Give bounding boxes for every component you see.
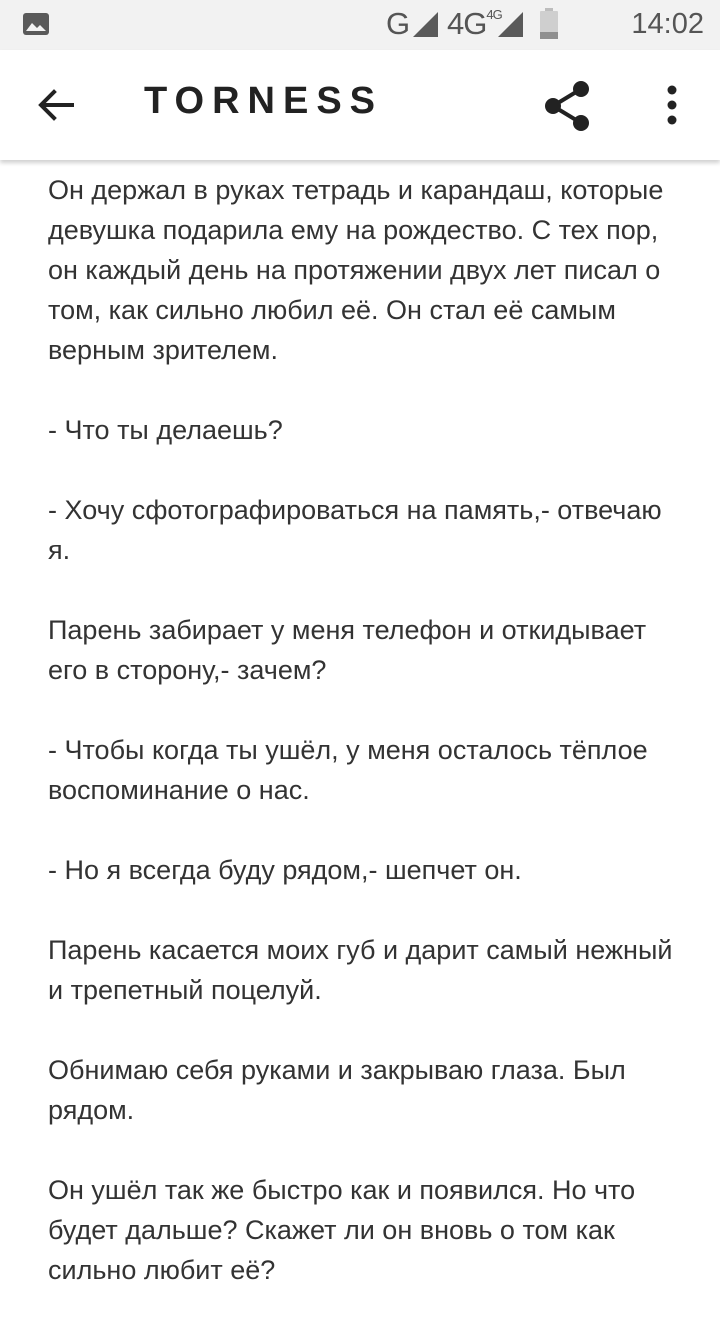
status-time: 14:02 <box>631 8 704 40</box>
more-vert-icon[interactable] <box>658 84 686 128</box>
network-4g-label <box>447 6 502 42</box>
story-paragraph: - Что ты делаешь? <box>48 415 283 445</box>
story-paragraph: Парень касается моих губ и дарит самый нежный и трепетный поцелуй. <box>48 935 673 1005</box>
signal-icon-2 <box>496 10 524 38</box>
arrow-back-icon[interactable] <box>36 85 76 125</box>
story-paragraph: Он держал в руках тетрадь и карандаш, которые девушка подарила ему на рождество. С тех пор, он каждый день на протяжении двух лет писал о том, как сильно любил её. Он стал её самым верным зрителем. <box>48 175 664 365</box>
story-paragraph: Парень забирает у меня телефон и откидывает его в сторону,- зачем? <box>48 615 647 685</box>
story-paragraph: Обнимаю себя руками и закрываю глаза. Был рядом. <box>48 1055 626 1125</box>
page-title: TORNESS <box>144 80 384 122</box>
signal-icon <box>411 10 439 38</box>
network-4g-text: 4G <box>447 6 487 41</box>
story-content <box>48 170 688 1330</box>
battery-icon <box>539 8 559 40</box>
gallery-icon <box>22 12 50 36</box>
story-paragraph: - Хочу сфотографироваться на память,- отвечаю я. <box>48 495 662 565</box>
network-4g-sup: 4G <box>486 6 502 22</box>
app-bar <box>0 50 720 160</box>
share-icon[interactable] <box>541 80 593 132</box>
network-g-label: G <box>386 6 410 41</box>
story-paragraph: Он ушёл так же быстро как и появился. Но что будет дальше? Скажет ли он вновь о том как сильно любит её? <box>48 1175 636 1285</box>
story-paragraph: - Чтобы когда ты ушёл, у меня осталось тёплое воспоминание о нас. <box>48 735 648 805</box>
story-paragraph: - Но я всегда буду рядом,- шепчет он. <box>48 855 522 885</box>
status-bar <box>0 0 720 50</box>
